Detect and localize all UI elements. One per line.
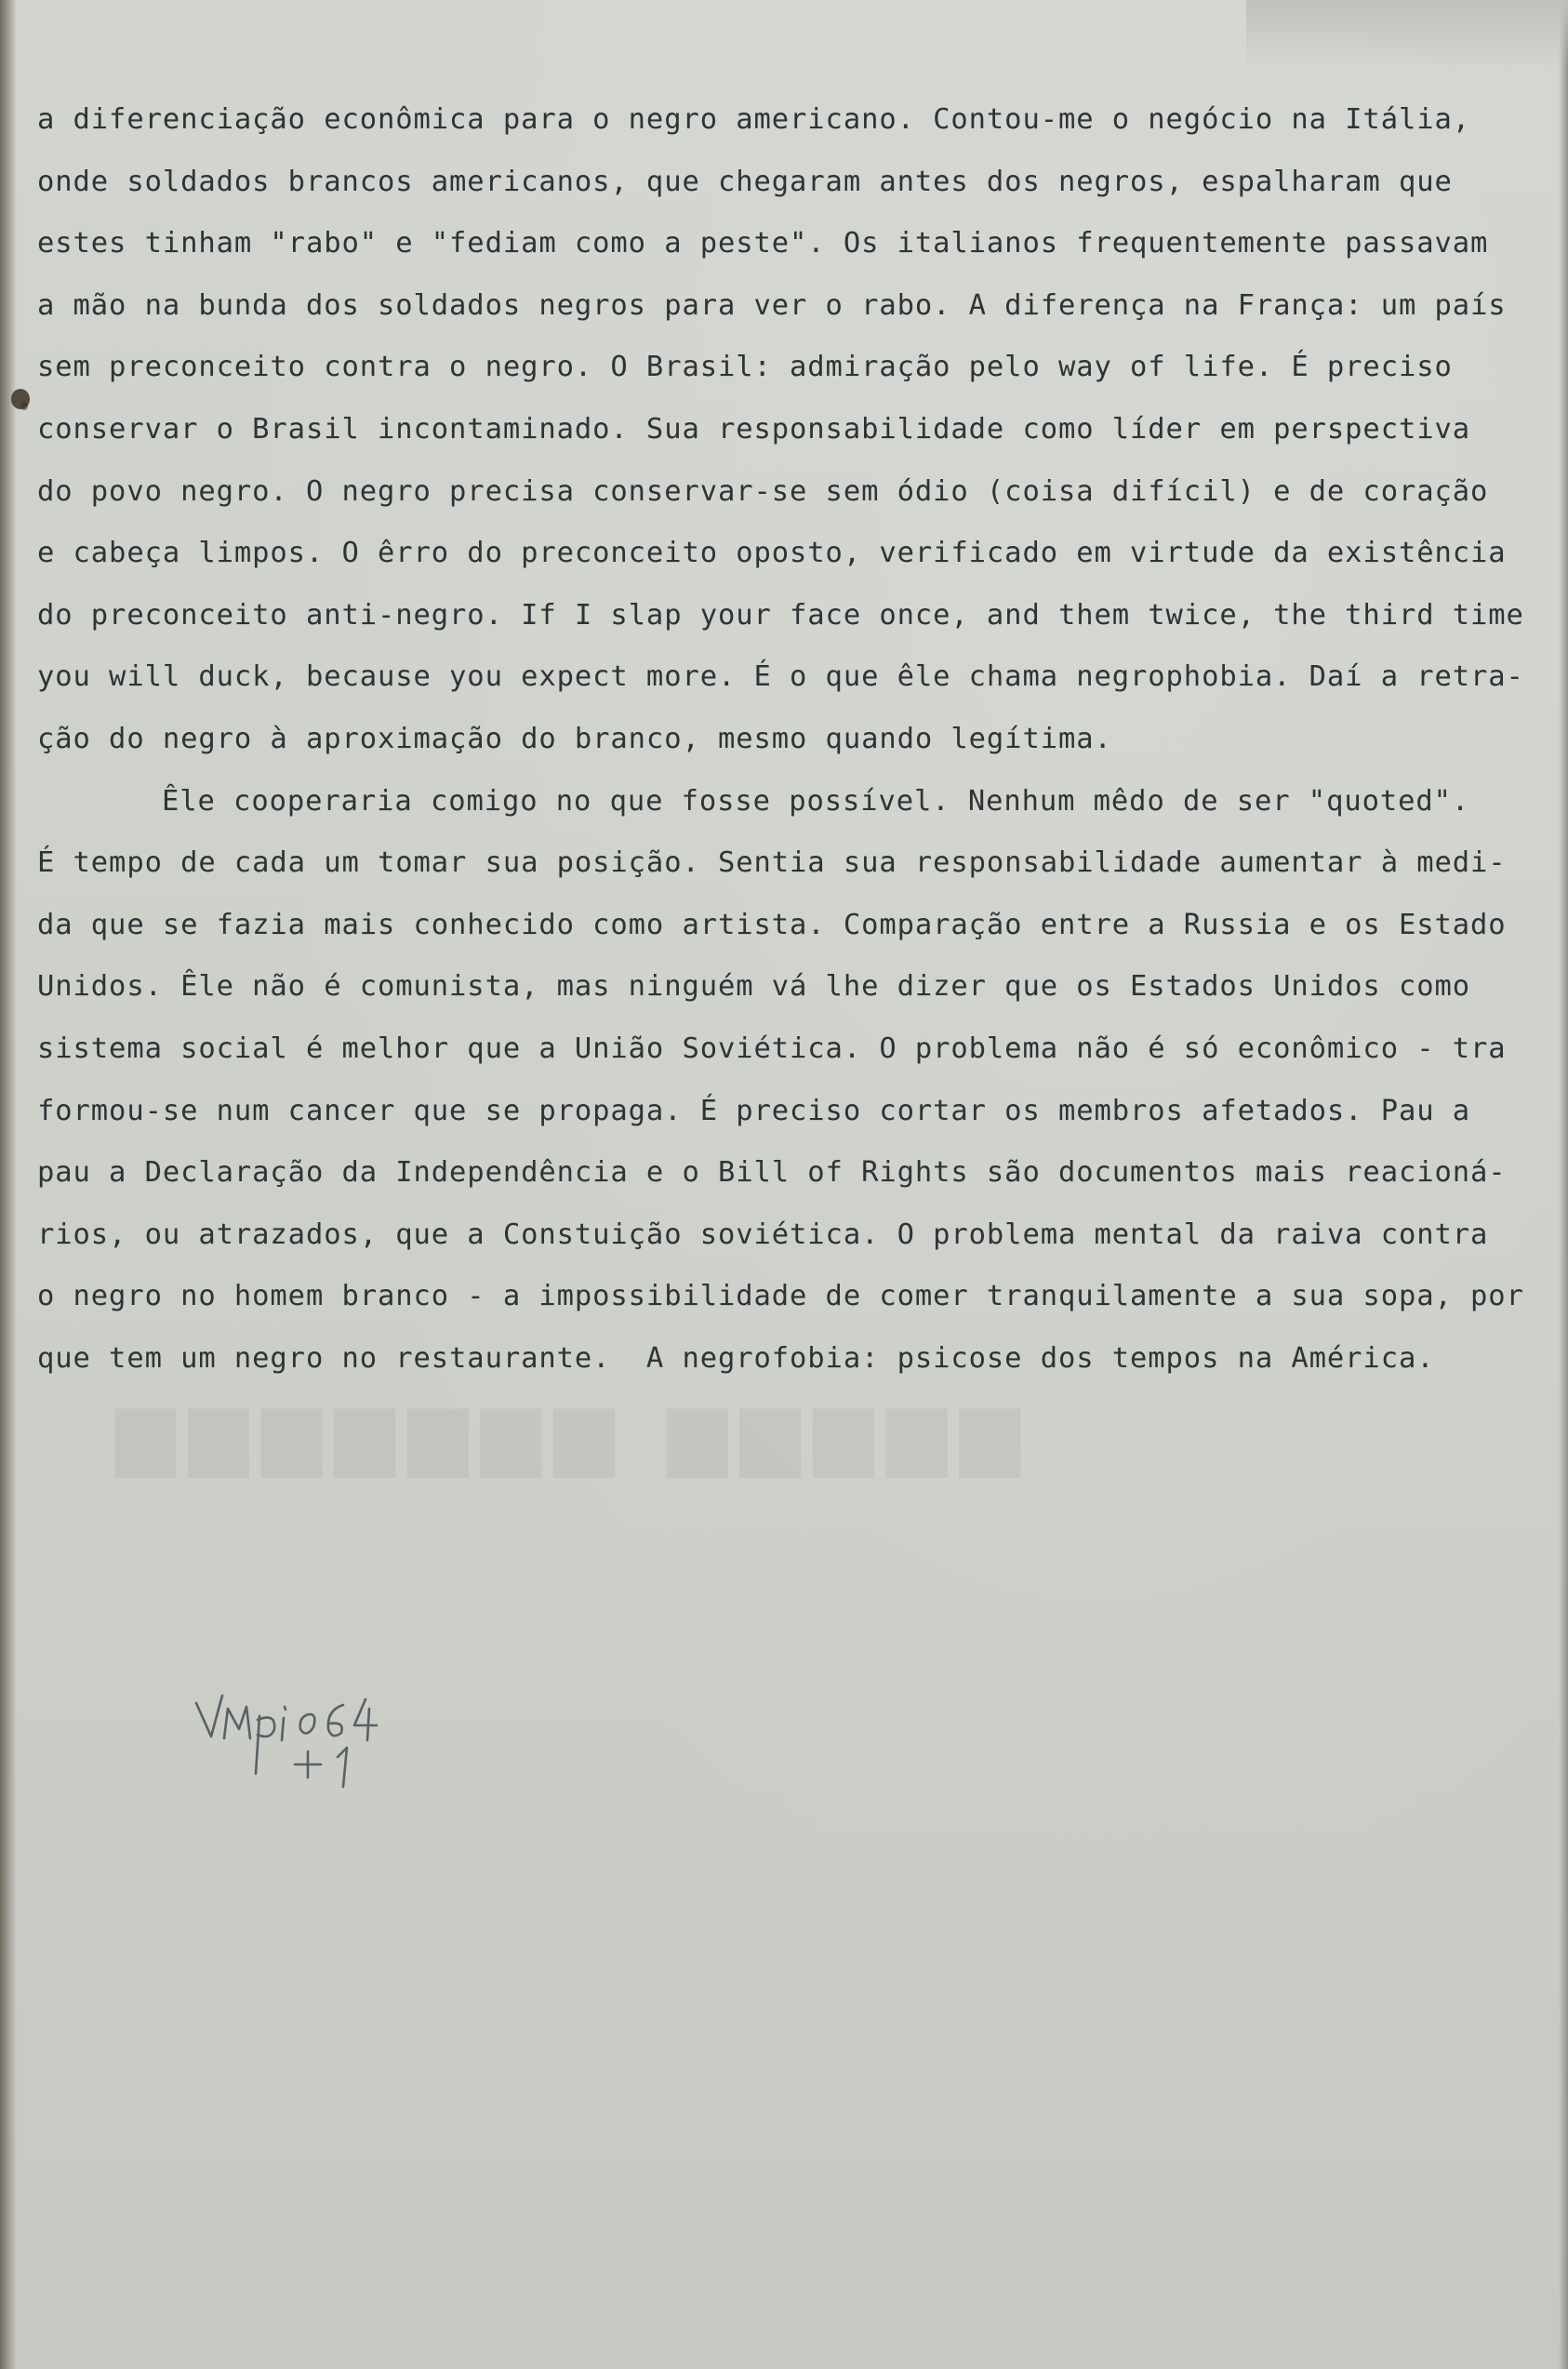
text-line: rios, ou atrazados, que a Constuição soviética. O problema mental da raiva contra [37,1218,1489,1251]
text-line: a mão na bunda dos soldados negros para ver o rabo. A diferença na França: um país [37,288,1507,322]
text-line: onde soldados brancos americanos, que chegaram antes dos negros, espalharam que [37,165,1453,198]
text-line: do preconceito anti-negro. If I slap your face once, and them twice, the third time [37,598,1524,632]
text-line: ção do negro à aproximação do branco, mesmo quando legítima. [37,722,1112,755]
page-top-shadow [1246,0,1568,70]
paragraph-first-line: Êle cooperaria comigo no que fosse possível. Nenhum mêdo de ser "quoted". [162,784,1470,818]
text-line: Unidos. Êle não é comunista, mas ninguém vá lhe dizer que os Estados Unidos como [37,970,1471,1004]
text-line: you will duck, because you expect more. É o que êle chama negrophobia. Daí a retra- [37,660,1524,694]
text-line: É tempo de cada um tomar sua posição. Sentia sua responsabilidade aumentar à medi- [37,846,1507,880]
page-left-edge [0,0,17,2369]
text-line: da que se fazia mais conhecido como artista. Comparação entre a Russia e os Estado [37,908,1507,941]
bleed-through-shadow: ▆▆▆▆▆ ▆▆▆▆▆▆▆ [102,1386,1020,1477]
text-line: que tem um negro no restaurante. A negrofobia: psicose dos tempos na América. [37,1341,1435,1375]
text-line: formou-se num cancer que se propaga. É preciso cortar os membros afetados. Pau a [37,1094,1471,1127]
text-line: sistema social é melhor que a União Soviética. O problema não é só econômico - tra [37,1031,1507,1065]
text-line: e cabeça limpos. O êrro do preconceito oposto, verificado em virtude da existência [37,537,1507,570]
ink-stain [20,402,28,410]
text-line: do povo negro. O negro precisa conservar-se sem ódio (coisa difícil) e de coração [37,474,1489,508]
text-line: o negro no homem branco - a impossibilidade de comer tranquilamente a sua sopa, por [37,1280,1524,1313]
text-line: conservar o Brasil incontaminado. Sua responsabilidade como líder em perspectiva [37,412,1471,446]
text-line: a diferenciação econômica para o negro americano. Contou-me o negócio na Itália, [37,103,1471,136]
handwritten-archive-note [191,1688,451,1800]
text-line: sem preconceito contra o negro. O Brasil: admiração pelo way of life. É preciso [37,351,1453,384]
text-line: pau a Declaração da Independência e o Bill of Rights são documentos mais reacioná- [37,1156,1507,1190]
text-line: estes tinham "rabo" e "fediam como a peste". Os italianos frequentemente passavam [37,227,1489,260]
typewritten-text [37,89,1562,1390]
